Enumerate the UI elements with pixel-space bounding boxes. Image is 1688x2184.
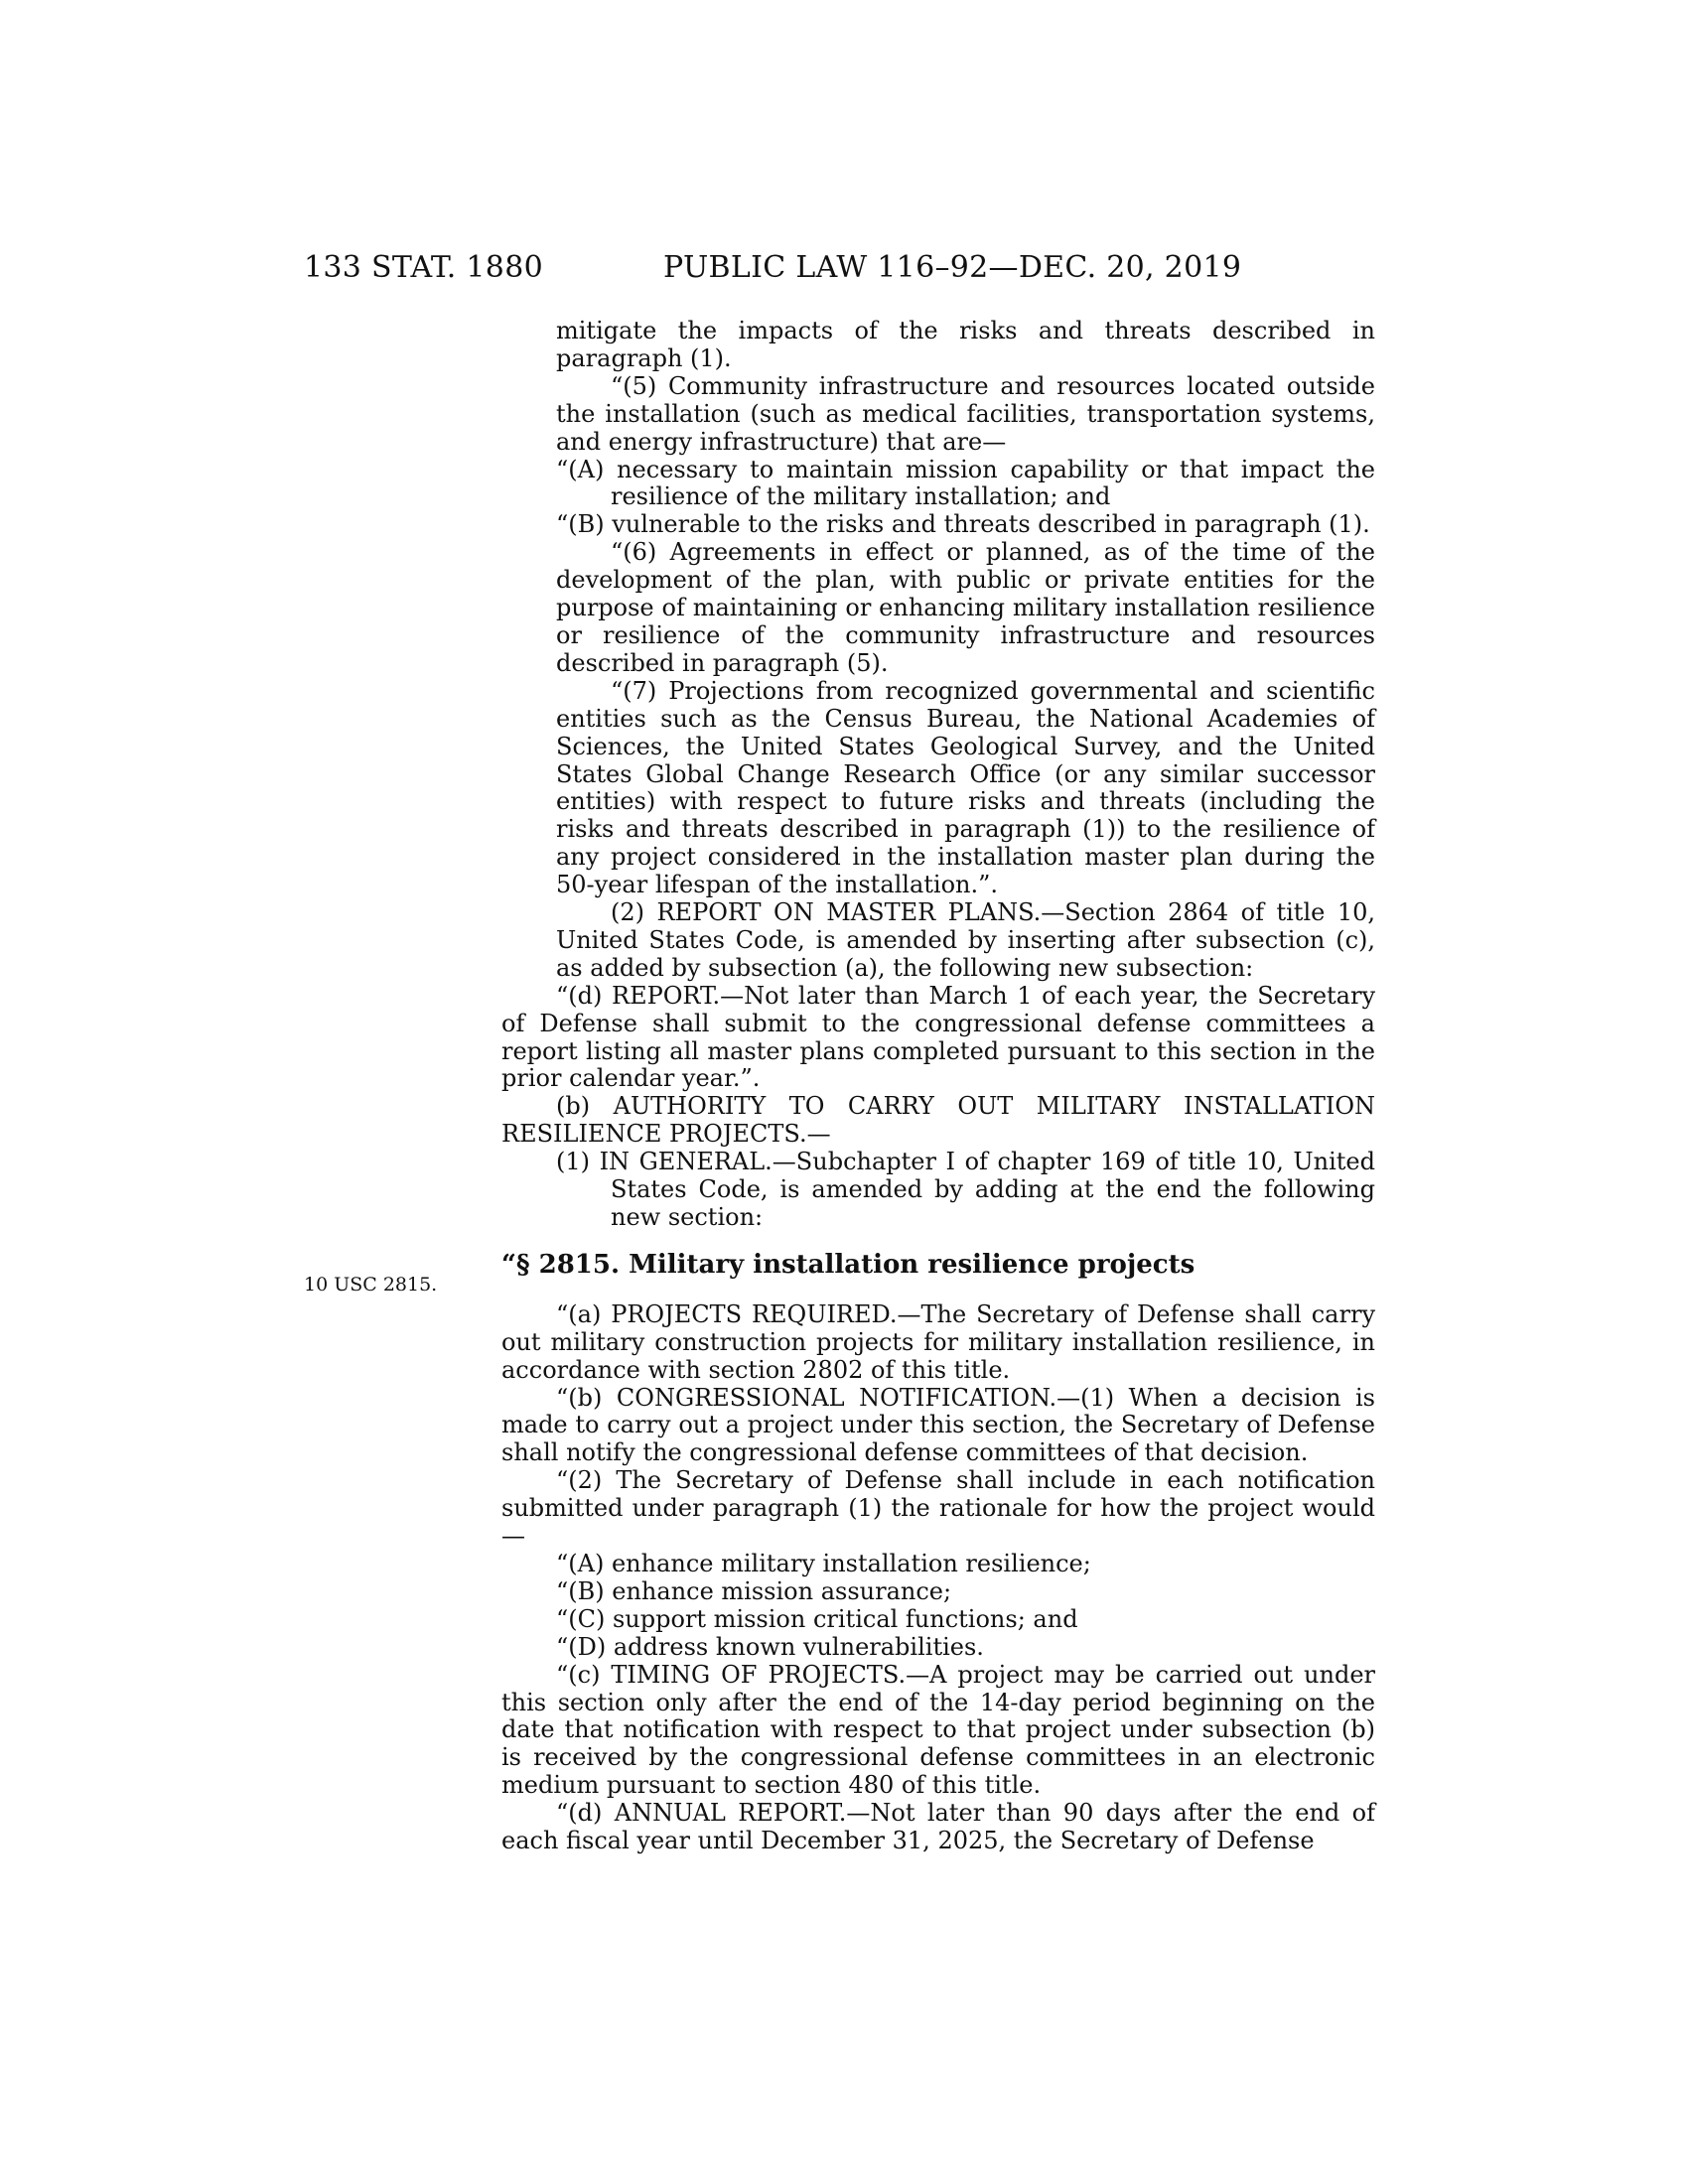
paragraph: (2) REPORT ON MASTER PLANS.—Section 2864 of title 10, United States Code, is amended by inserting after subsection (c), as added by subsection (a), the following new subsection: [556, 898, 1375, 982]
paragraph: “(b) CONGRESSIONAL NOTIFICATION.—(1) When a decision is made to carry out a project under this section, the Secretary of Defense shall notify the congressional defense committees of that decision. [501, 1383, 1375, 1467]
list-item: “(A) enhance military installation resilience; [556, 1549, 1091, 1577]
list-item: “(B) enhance mission assurance; [556, 1576, 952, 1605]
body-text [501, 318, 1375, 1855]
list-item: “(C) support mission critical functions; and [556, 1604, 1078, 1633]
paragraph: “(5) Community infrastructure and resources located outside the installation (such as medical facilities, transportation systems, and energy infrastructure) that are— [556, 371, 1375, 456]
paragraph: “(d) ANNUAL REPORT.—Not later than 90 days after the end of each fiscal year until December 31, 2025, the Secretary of Defense [501, 1799, 1375, 1855]
paragraph: (b) AUTHORITY TO CARRY OUT MILITARY INSTALLATION RESILIENCE PROJECTS.— [501, 1092, 1375, 1149]
running-header: PUBLIC LAW 116–92—DEC. 20, 2019 [663, 250, 1242, 285]
paragraph: “(a) PROJECTS REQUIRED.—The Secretary of Defense shall carry out military construction projects for military installation resilience, in accordance with section 2802 of this title. [501, 1299, 1375, 1384]
page-stat-citation: 133 STAT. 1880 [304, 250, 543, 285]
paragraph: mitigate the impacts of the risks and threats described in paragraph (1). [556, 317, 1375, 372]
paragraph: “(2) The Secretary of Defense shall include in each notification submitted under paragraph (1) the rationale for how the project would— [501, 1466, 1375, 1551]
subparagraph: “(B) vulnerable to the risks and threats described in paragraph (1). [556, 510, 1370, 539]
paragraph: (1) IN GENERAL.—Subchapter I of chapter 169 of title 10, United States Code, is amended by adding at the end the following new section: [556, 1148, 1375, 1231]
paragraph: “(6) Agreements in effect or planned, as of the time of the development of the plan, with public or private entities for the purpose of maintaining or enhancing military installation resilience or resilience of the community infrastructure and resources described in paragraph (5). [556, 538, 1375, 677]
paragraph: “(7) Projections from recognized governmental and scientific entities such as the Census Bureau, the National Academies of Sciences, the United States Geological Survey, and the United States Global Change Research Office (or any similar successor entities) with respect to future risks and threats (including the risks and threats described in paragraph (1)) to the resilience of any project considered in the installation master plan during the 50-year lifespan of the installation.”. [556, 676, 1375, 899]
paragraph: “(c) TIMING OF PROJECTS.—A project may be carried out under this section only after the end of the 14-day period beginning on the date that notification with respect to that project under subsection (b) is received by the congressional defense committees in an electronic medium pursuant to section 480 of this title. [501, 1660, 1375, 1800]
paragraph: “(d) REPORT.—Not later than March 1 of each year, the Secretary of Defense shall submit to the congressional defense committees a report listing all master plans completed pursuant to this section in the prior calendar year.”. [501, 981, 1375, 1093]
list-item: “(D) address known vulnerabilities. [556, 1632, 984, 1661]
subparagraph: “(A) necessary to maintain mission capability or that impact the resilience of the military installation; and [556, 455, 1375, 511]
section-heading: “§ 2815. Military installation resilience projects [501, 1249, 1196, 1280]
margin-citation: 10 USC 2815. [304, 1274, 438, 1296]
